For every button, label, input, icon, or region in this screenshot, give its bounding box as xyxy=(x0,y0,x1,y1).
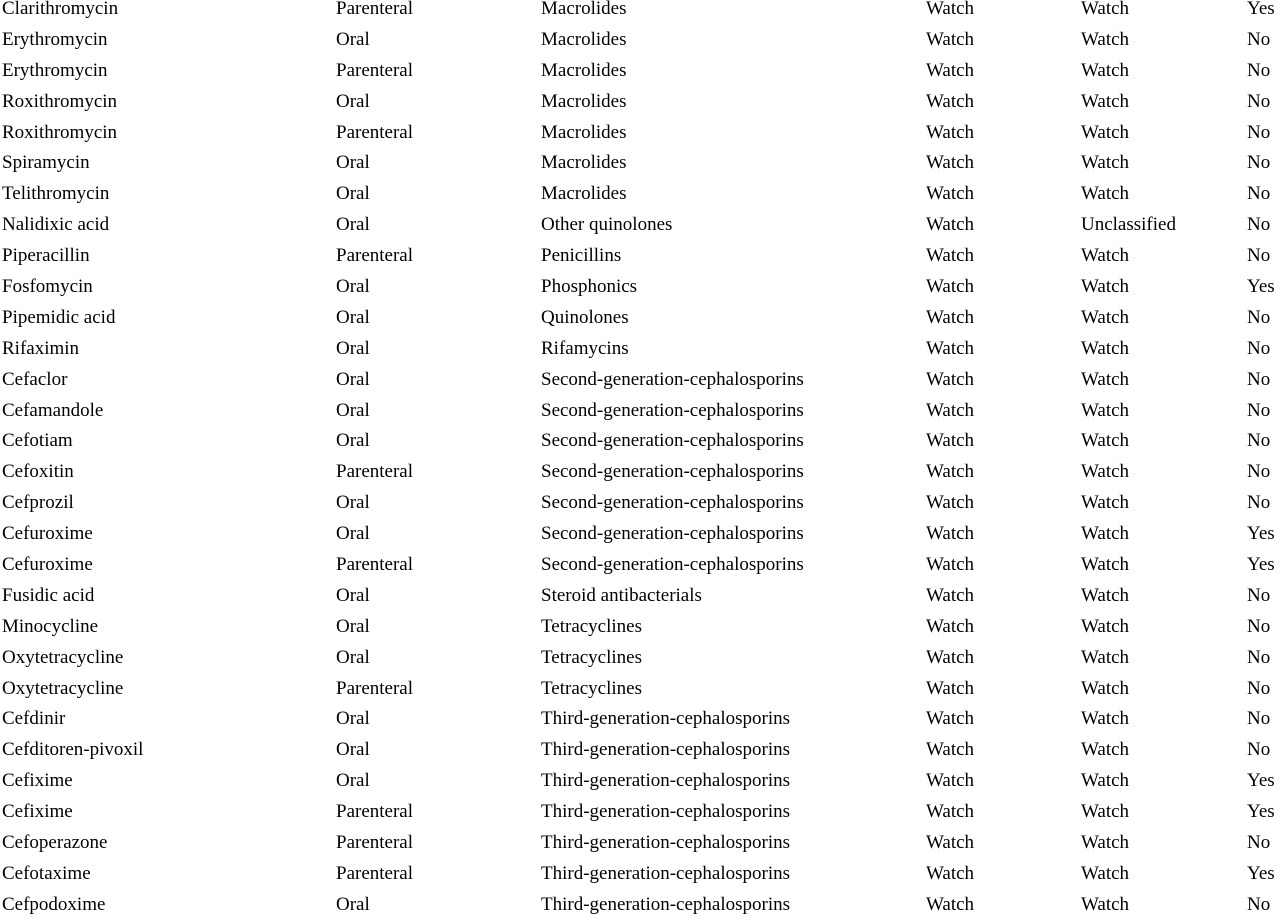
category-b-cell: Watch xyxy=(1081,59,1130,81)
flag-cell: No xyxy=(1247,90,1271,112)
table-row xyxy=(0,396,1280,427)
drug-class-cell: Macrolides xyxy=(541,90,627,112)
category-a-cell: Watch xyxy=(926,59,975,81)
drug-class-cell: Second-generation-cephalosporins xyxy=(541,430,804,452)
flag-cell: Yes xyxy=(1247,554,1275,576)
table-row xyxy=(0,643,1280,674)
table-row xyxy=(0,303,1280,334)
drug-class-cell: Rifamycins xyxy=(541,337,629,359)
category-b-cell: Watch xyxy=(1081,801,1130,823)
category-a-cell: Watch xyxy=(926,646,975,668)
route-cell: Parenteral xyxy=(336,801,414,823)
antibiotic-name-cell: Cefixime xyxy=(2,801,73,823)
table-row xyxy=(0,426,1280,457)
route-cell: Oral xyxy=(336,739,370,761)
antibiotic-name-cell: Clarithromycin xyxy=(2,0,119,19)
table-row xyxy=(0,612,1280,643)
drug-class-cell: Macrolides xyxy=(541,121,627,143)
route-cell: Oral xyxy=(336,90,370,112)
antibiotic-name-cell: Roxithromycin xyxy=(2,121,118,143)
route-cell: Oral xyxy=(336,523,370,545)
antibiotic-name-cell: Cefamandole xyxy=(2,399,104,421)
drug-class-cell: Macrolides xyxy=(541,183,627,205)
table-row xyxy=(0,550,1280,581)
category-b-cell: Watch xyxy=(1081,276,1130,298)
drug-class-cell: Quinolones xyxy=(541,306,629,328)
route-cell: Oral xyxy=(336,368,370,390)
route-cell: Oral xyxy=(336,337,370,359)
drug-class-cell: Tetracyclines xyxy=(541,646,643,668)
category-a-cell: Watch xyxy=(926,183,975,205)
route-cell: Oral xyxy=(336,214,370,236)
table-row xyxy=(0,56,1280,87)
drug-class-cell: Second-generation-cephalosporins xyxy=(541,554,804,576)
route-cell: Oral xyxy=(336,615,370,637)
category-b-cell: Watch xyxy=(1081,646,1130,668)
antibiotic-name-cell: Cefdinir xyxy=(2,708,66,730)
category-a-cell: Watch xyxy=(926,461,975,483)
route-cell: Parenteral xyxy=(336,832,414,854)
antibiotic-name-cell: Cefaclor xyxy=(2,368,68,390)
antibiotic-name-cell: Oxytetracycline xyxy=(2,677,124,699)
antibiotic-name-cell: Roxithromycin xyxy=(2,90,118,112)
antibiotic-name-cell: Spiramycin xyxy=(2,152,90,174)
category-b-cell: Watch xyxy=(1081,399,1130,421)
table-row xyxy=(0,118,1280,149)
flag-cell: No xyxy=(1247,337,1271,359)
drug-class-cell: Third-generation-cephalosporins xyxy=(541,862,791,884)
drug-class-cell: Third-generation-cephalosporins xyxy=(541,801,791,823)
table-row xyxy=(0,272,1280,303)
route-cell: Parenteral xyxy=(336,0,414,19)
category-b-cell: Watch xyxy=(1081,523,1130,545)
drug-class-cell: Second-generation-cephalosporins xyxy=(541,399,804,421)
antibiotic-name-cell: Cefotiam xyxy=(2,430,73,452)
route-cell: Oral xyxy=(336,28,370,50)
antibiotic-name-cell: Cefprozil xyxy=(2,492,74,514)
antibiotic-name-cell: Cefuroxime xyxy=(2,554,93,576)
table-row xyxy=(0,488,1280,519)
category-b-cell: Watch xyxy=(1081,28,1130,50)
drug-class-cell: Tetracyclines xyxy=(541,677,643,699)
drug-class-cell: Third-generation-cephalosporins xyxy=(541,770,791,792)
category-a-cell: Watch xyxy=(926,770,975,792)
antibiotic-name-cell: Cefpodoxime xyxy=(2,893,106,915)
route-cell: Oral xyxy=(336,708,370,730)
category-a-cell: Watch xyxy=(926,893,975,915)
category-a-cell: Watch xyxy=(926,615,975,637)
route-cell: Oral xyxy=(336,152,370,174)
flag-cell: No xyxy=(1247,677,1271,699)
category-a-cell: Watch xyxy=(926,862,975,884)
flag-cell: No xyxy=(1247,121,1271,143)
table-row xyxy=(0,828,1280,859)
table-row xyxy=(0,365,1280,396)
category-b-cell: Watch xyxy=(1081,0,1130,19)
flag-cell: No xyxy=(1247,214,1271,236)
table-row xyxy=(0,457,1280,488)
flag-cell: No xyxy=(1247,461,1271,483)
flag-cell: No xyxy=(1247,183,1271,205)
route-cell: Oral xyxy=(336,893,370,915)
table-row xyxy=(0,766,1280,797)
category-b-cell: Unclassified xyxy=(1081,214,1176,236)
antibiotic-name-cell: Rifaximin xyxy=(2,337,80,359)
drug-class-cell: Penicillins xyxy=(541,245,622,267)
flag-cell: No xyxy=(1247,430,1271,452)
flag-cell: No xyxy=(1247,893,1271,915)
antibiotic-name-cell: Minocycline xyxy=(2,615,99,637)
table-row xyxy=(0,735,1280,766)
drug-class-cell: Macrolides xyxy=(541,152,627,174)
antibiotic-name-cell: Fusidic acid xyxy=(2,584,95,606)
drug-class-cell: Second-generation-cephalosporins xyxy=(541,368,804,390)
table-row xyxy=(0,148,1280,179)
table-row xyxy=(0,210,1280,241)
antibiotic-name-cell: Pipemidic acid xyxy=(2,306,116,328)
flag-cell: Yes xyxy=(1247,801,1275,823)
table-row xyxy=(0,704,1280,735)
antibiotic-name-cell: Erythromycin xyxy=(2,28,108,50)
drug-class-cell: Tetracyclines xyxy=(541,615,643,637)
drug-class-cell: Second-generation-cephalosporins xyxy=(541,492,804,514)
category-a-cell: Watch xyxy=(926,801,975,823)
category-a-cell: Watch xyxy=(926,554,975,576)
antibiotic-name-cell: Fosfomycin xyxy=(2,276,93,298)
route-cell: Parenteral xyxy=(336,245,414,267)
category-b-cell: Watch xyxy=(1081,770,1130,792)
flag-cell: No xyxy=(1247,832,1271,854)
flag-cell: No xyxy=(1247,59,1271,81)
category-a-cell: Watch xyxy=(926,677,975,699)
category-b-cell: Watch xyxy=(1081,677,1130,699)
route-cell: Parenteral xyxy=(336,862,414,884)
antibiotic-name-cell: Piperacillin xyxy=(2,245,90,267)
antibiotic-name-cell: Cefoxitin xyxy=(2,461,74,483)
drug-class-cell: Third-generation-cephalosporins xyxy=(541,832,791,854)
flag-cell: Yes xyxy=(1247,0,1275,19)
antibiotic-name-cell: Telithromycin xyxy=(2,183,110,205)
category-a-cell: Watch xyxy=(926,0,975,19)
antibiotic-name-cell: Cefixime xyxy=(2,770,73,792)
category-a-cell: Watch xyxy=(926,121,975,143)
flag-cell: No xyxy=(1247,646,1271,668)
category-a-cell: Watch xyxy=(926,584,975,606)
category-b-cell: Watch xyxy=(1081,337,1130,359)
category-b-cell: Watch xyxy=(1081,893,1130,915)
route-cell: Oral xyxy=(336,770,370,792)
category-a-cell: Watch xyxy=(926,337,975,359)
flag-cell: No xyxy=(1247,306,1271,328)
category-a-cell: Watch xyxy=(926,739,975,761)
route-cell: Oral xyxy=(336,584,370,606)
flag-cell: Yes xyxy=(1247,770,1275,792)
category-a-cell: Watch xyxy=(926,523,975,545)
table-row xyxy=(0,87,1280,118)
route-cell: Oral xyxy=(336,183,370,205)
flag-cell: No xyxy=(1247,152,1271,174)
drug-class-cell: Second-generation-cephalosporins xyxy=(541,461,804,483)
drug-class-cell: Second-generation-cephalosporins xyxy=(541,523,804,545)
drug-class-cell: Macrolides xyxy=(541,0,627,19)
flag-cell: Yes xyxy=(1247,523,1275,545)
route-cell: Oral xyxy=(336,492,370,514)
route-cell: Oral xyxy=(336,399,370,421)
category-a-cell: Watch xyxy=(926,492,975,514)
category-a-cell: Watch xyxy=(926,90,975,112)
flag-cell: No xyxy=(1247,245,1271,267)
table-row xyxy=(0,334,1280,365)
category-b-cell: Watch xyxy=(1081,739,1130,761)
category-b-cell: Watch xyxy=(1081,832,1130,854)
flag-cell: Yes xyxy=(1247,276,1275,298)
antibiotic-name-cell: Erythromycin xyxy=(2,59,108,81)
flag-cell: No xyxy=(1247,739,1271,761)
table-row xyxy=(0,859,1280,890)
drug-class-cell: Other quinolones xyxy=(541,214,673,236)
drug-class-cell: Macrolides xyxy=(541,28,627,50)
category-b-cell: Watch xyxy=(1081,368,1130,390)
table-row xyxy=(0,890,1280,921)
route-cell: Oral xyxy=(336,430,370,452)
category-b-cell: Watch xyxy=(1081,584,1130,606)
flag-cell: No xyxy=(1247,492,1271,514)
table-row xyxy=(0,797,1280,828)
route-cell: Parenteral xyxy=(336,461,414,483)
route-cell: Parenteral xyxy=(336,59,414,81)
category-b-cell: Watch xyxy=(1081,862,1130,884)
antibiotic-name-cell: Cefuroxime xyxy=(2,523,93,545)
category-a-cell: Watch xyxy=(926,214,975,236)
drug-class-cell: Steroid antibacterials xyxy=(541,584,702,606)
category-a-cell: Watch xyxy=(926,368,975,390)
flag-cell: No xyxy=(1247,584,1271,606)
category-a-cell: Watch xyxy=(926,399,975,421)
flag-cell: No xyxy=(1247,28,1271,50)
antibiotic-name-cell: Oxytetracycline xyxy=(2,646,124,668)
antibiotic-name-cell: Nalidixic acid xyxy=(2,214,110,236)
route-cell: Oral xyxy=(336,276,370,298)
category-b-cell: Watch xyxy=(1081,554,1130,576)
table-row xyxy=(0,241,1280,272)
flag-cell: No xyxy=(1247,399,1271,421)
category-a-cell: Watch xyxy=(926,708,975,730)
flag-cell: No xyxy=(1247,615,1271,637)
category-b-cell: Watch xyxy=(1081,461,1130,483)
route-cell: Oral xyxy=(336,306,370,328)
table-row xyxy=(0,0,1280,25)
category-b-cell: Watch xyxy=(1081,245,1130,267)
route-cell: Oral xyxy=(336,646,370,668)
category-b-cell: Watch xyxy=(1081,90,1130,112)
drug-class-cell: Third-generation-cephalosporins xyxy=(541,708,791,730)
table-row xyxy=(0,25,1280,56)
flag-cell: No xyxy=(1247,708,1271,730)
drug-class-cell: Third-generation-cephalosporins xyxy=(541,893,791,915)
category-a-cell: Watch xyxy=(926,245,975,267)
antibiotic-name-cell: Cefditoren-pivoxil xyxy=(2,739,144,761)
category-b-cell: Watch xyxy=(1081,121,1130,143)
category-b-cell: Watch xyxy=(1081,708,1130,730)
category-b-cell: Watch xyxy=(1081,492,1130,514)
category-b-cell: Watch xyxy=(1081,183,1130,205)
category-a-cell: Watch xyxy=(926,832,975,854)
table-row xyxy=(0,179,1280,210)
route-cell: Parenteral xyxy=(336,554,414,576)
category-b-cell: Watch xyxy=(1081,430,1130,452)
table-row xyxy=(0,674,1280,705)
category-a-cell: Watch xyxy=(926,152,975,174)
antibiotic-name-cell: Cefoperazone xyxy=(2,832,108,854)
table-row xyxy=(0,519,1280,550)
category-b-cell: Watch xyxy=(1081,152,1130,174)
flag-cell: Yes xyxy=(1247,862,1275,884)
category-b-cell: Watch xyxy=(1081,306,1130,328)
category-a-cell: Watch xyxy=(926,28,975,50)
route-cell: Parenteral xyxy=(336,677,414,699)
antibiotic-name-cell: Cefotaxime xyxy=(2,862,91,884)
category-a-cell: Watch xyxy=(926,306,975,328)
drug-class-cell: Macrolides xyxy=(541,59,627,81)
category-a-cell: Watch xyxy=(926,276,975,298)
route-cell: Parenteral xyxy=(336,121,414,143)
table-row xyxy=(0,581,1280,612)
category-b-cell: Watch xyxy=(1081,615,1130,637)
drug-class-cell: Third-generation-cephalosporins xyxy=(541,739,791,761)
drug-class-cell: Phosphonics xyxy=(541,276,638,298)
category-a-cell: Watch xyxy=(926,430,975,452)
flag-cell: No xyxy=(1247,368,1271,390)
